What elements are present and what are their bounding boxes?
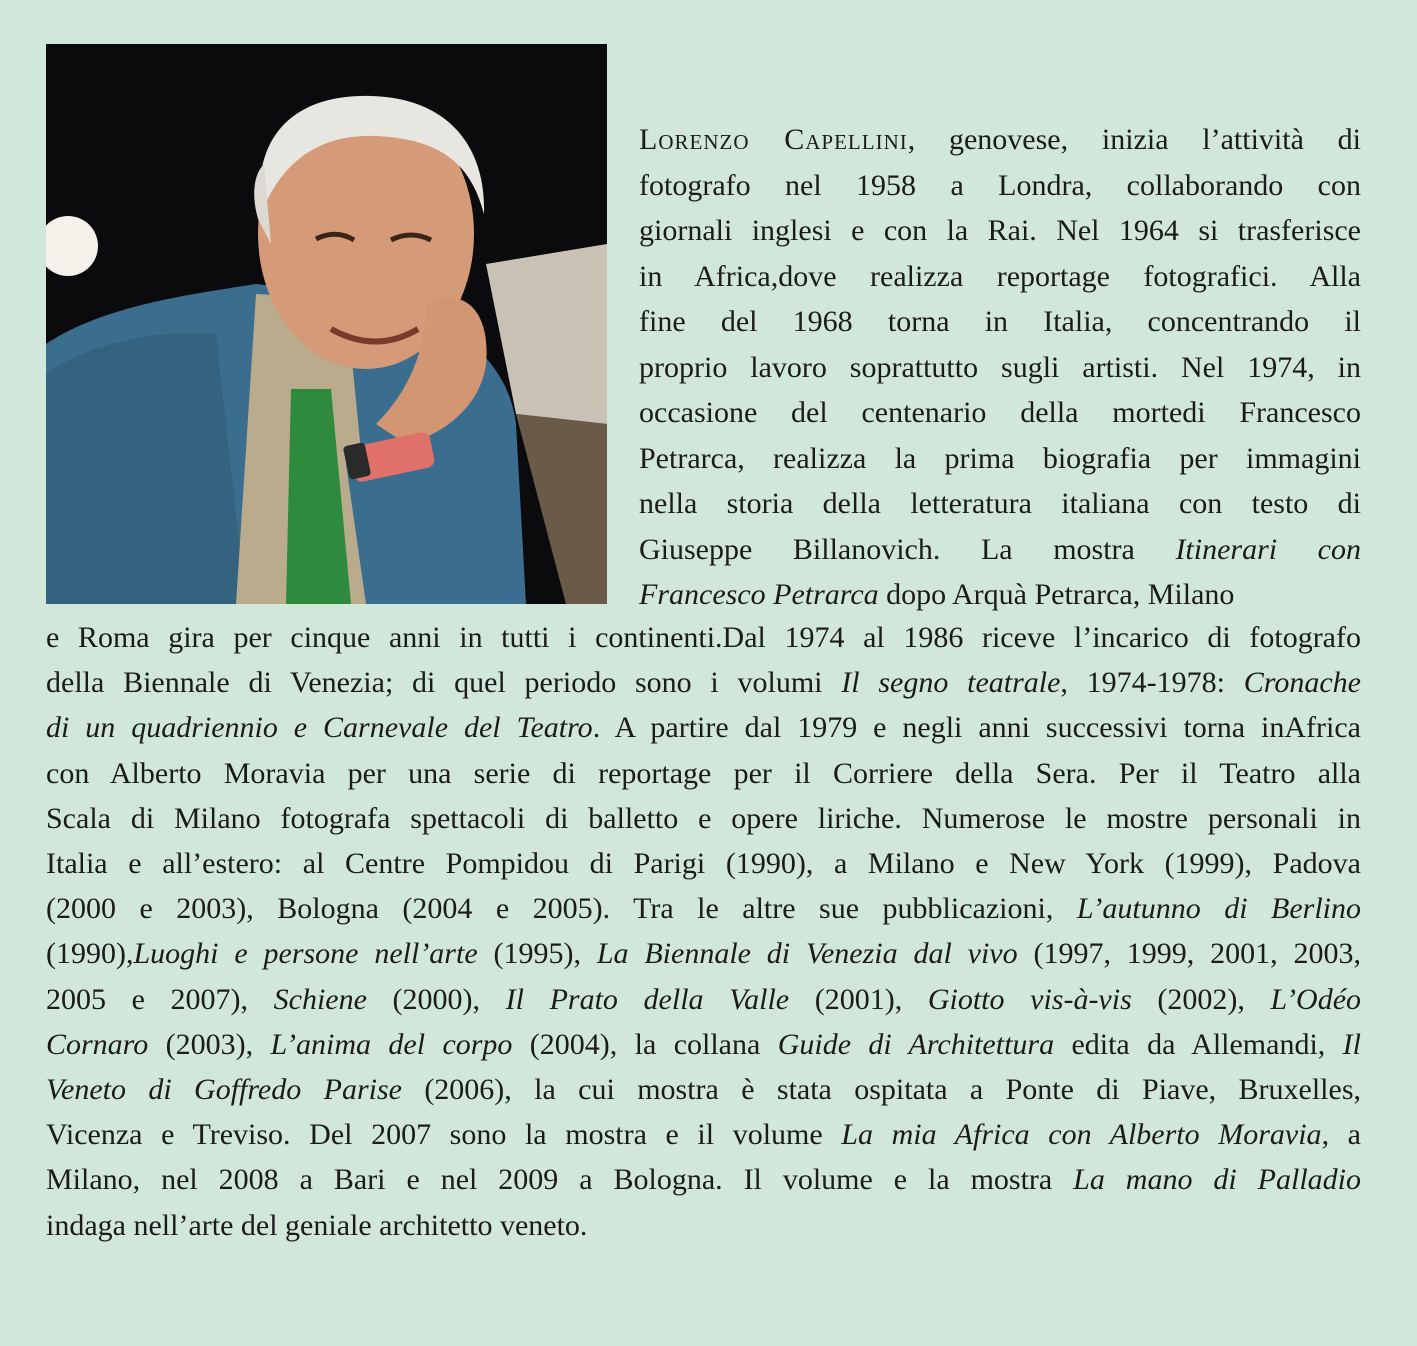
text-line bbox=[46, 841, 1361, 886]
italic-title: Veneto di Goffredo Parise bbox=[46, 1073, 402, 1107]
text-line bbox=[639, 208, 1361, 254]
text-segment: Petrarca, realizza la prima biografia per immagini bbox=[639, 441, 1361, 475]
text-line bbox=[46, 705, 1361, 750]
italic-title: Il bbox=[1342, 1027, 1361, 1061]
italic-title: Luoghi e persone nell’arte bbox=[133, 937, 478, 971]
text-segment: in Africa,dove realizza reportage fotografici. Alla bbox=[639, 259, 1361, 293]
italic-title: Francesco Petrarca bbox=[639, 578, 879, 611]
text-segment: proprio lavoro soprattutto sugli artisti. Nel 1974, in bbox=[639, 350, 1361, 384]
text-line bbox=[639, 299, 1361, 345]
text-segment: e Roma gira per cinque anni in tutti i continenti.Dal 1974 al 1986 riceve l’incarico di fotografo bbox=[46, 621, 1361, 654]
text-segment: dopo Arquà Petrarca, Milano bbox=[878, 578, 1235, 611]
text-segment: (2001), bbox=[789, 982, 928, 1016]
portrait-illustration bbox=[46, 44, 607, 604]
text-line bbox=[639, 572, 1361, 618]
text-line bbox=[639, 117, 1361, 163]
text-segment: 2005 e 2007), bbox=[46, 982, 274, 1016]
text-line bbox=[46, 977, 1361, 1022]
text-line bbox=[46, 931, 1361, 976]
italic-title: di un quadriennio e Carnevale del Teatro bbox=[46, 711, 593, 745]
text-segment: Scala di Milano fotografa spettacoli di balletto e opere liriche. Numerose le mostre personali in bbox=[46, 801, 1361, 835]
italic-title: Schiene bbox=[273, 982, 367, 1016]
italic-title: La Biennale di Venezia dal vivo bbox=[596, 937, 1018, 971]
text-segment: Milano, nel 2008 a Bari e nel 2009 a Bologna. Il volume e la mostra bbox=[46, 1163, 1074, 1197]
italic-title: Giotto vis-à-vis bbox=[927, 982, 1132, 1016]
italic-title: L’anima del corpo bbox=[270, 1027, 513, 1061]
text-segment: , genovese, inizia l’attività di bbox=[907, 123, 1361, 156]
text-line bbox=[46, 660, 1361, 705]
text-segment: con Alberto Moravia per una serie di reportage per il Corriere della Sera. Per il Teatro alla bbox=[46, 756, 1361, 790]
biography-bottom-paragraph bbox=[46, 615, 1361, 1248]
italic-title: La mano di Palladio bbox=[1073, 1163, 1361, 1197]
text-line bbox=[639, 390, 1361, 436]
text-segment: giornali inglesi e con la Rai. Nel 1964 si trasferisce bbox=[639, 214, 1361, 247]
text-segment: (2004), la collana bbox=[512, 1027, 778, 1061]
text-segment: (2000 e 2003), Bologna (2004 e 2005). Tra le altre sue pubblicazioni, bbox=[46, 892, 1077, 926]
text-line bbox=[46, 615, 1361, 660]
text-line bbox=[46, 1157, 1361, 1202]
text-line bbox=[46, 886, 1361, 931]
text-segment: , 1974-1978: bbox=[1060, 666, 1244, 700]
text-segment: , a bbox=[1321, 1118, 1361, 1152]
text-line bbox=[639, 254, 1361, 300]
text-line bbox=[46, 796, 1361, 841]
text-segment: indaga nell’arte del geniale architetto veneto. bbox=[46, 1208, 588, 1242]
italic-title: La mia Africa con Alberto Moravia bbox=[841, 1118, 1322, 1152]
text-segment: (2006), la cui mostra è stata ospitata a Ponte di Piave, Bruxelles, bbox=[401, 1073, 1361, 1107]
text-segment: (1995), bbox=[477, 937, 597, 971]
text-segment: Vicenza e Treviso. Del 2007 sono la mostra e il volume bbox=[46, 1118, 842, 1152]
text-segment: (2002), bbox=[1131, 982, 1271, 1016]
text-segment: . A partire dal 1979 e negli anni successivi torna inAfrica bbox=[592, 711, 1361, 745]
text-segment: fine del 1968 torna in Italia, concentrando il bbox=[639, 305, 1361, 338]
author-name: Lorenzo Capellini bbox=[639, 123, 908, 156]
biography-top-paragraph bbox=[639, 117, 1361, 618]
text-segment: fotografo nel 1958 a Londra, collaborando con bbox=[639, 168, 1361, 202]
author-portrait-photo bbox=[46, 44, 607, 604]
italic-title: Il segno teatrale bbox=[841, 666, 1061, 700]
italic-title: Itinerari con bbox=[1175, 532, 1362, 566]
italic-title: Il Prato della Valle bbox=[505, 982, 790, 1016]
text-segment: nella storia della letteratura italiana con testo di bbox=[639, 487, 1361, 520]
text-line bbox=[639, 345, 1361, 391]
text-segment: (2003), bbox=[148, 1027, 271, 1061]
text-segment: (1997, 1999, 2001, 2003, bbox=[1017, 937, 1361, 971]
text-line bbox=[46, 1112, 1361, 1157]
text-line bbox=[46, 1203, 1361, 1248]
italic-title: L’autunno di Berlino bbox=[1076, 892, 1361, 926]
text-segment: edita da Allemandi, bbox=[1054, 1027, 1343, 1061]
italic-title: Cronache bbox=[1243, 666, 1361, 700]
italic-title: L’Odéo bbox=[1270, 982, 1362, 1016]
text-line bbox=[46, 751, 1361, 796]
text-line bbox=[46, 1022, 1361, 1067]
italic-title: Guide di Architettura bbox=[777, 1027, 1055, 1061]
text-line bbox=[639, 163, 1361, 209]
text-segment: (2000), bbox=[366, 982, 506, 1016]
text-segment: (1990), bbox=[46, 937, 134, 971]
italic-title: Cornaro bbox=[46, 1027, 149, 1061]
text-line bbox=[639, 527, 1361, 573]
text-line bbox=[46, 1067, 1361, 1112]
text-line bbox=[639, 481, 1361, 527]
text-segment: della Biennale di Venezia; di quel periodo sono i volumi bbox=[46, 666, 842, 700]
text-segment: Giuseppe Billanovich. La mostra bbox=[639, 532, 1176, 566]
text-segment: occasione del centenario della mortedi Francesco bbox=[639, 396, 1361, 429]
text-line bbox=[639, 436, 1361, 482]
text-segment: Italia e all’estero: al Centre Pompidou di Parigi (1990), a Milano e New York (1999), Padova bbox=[46, 847, 1361, 881]
